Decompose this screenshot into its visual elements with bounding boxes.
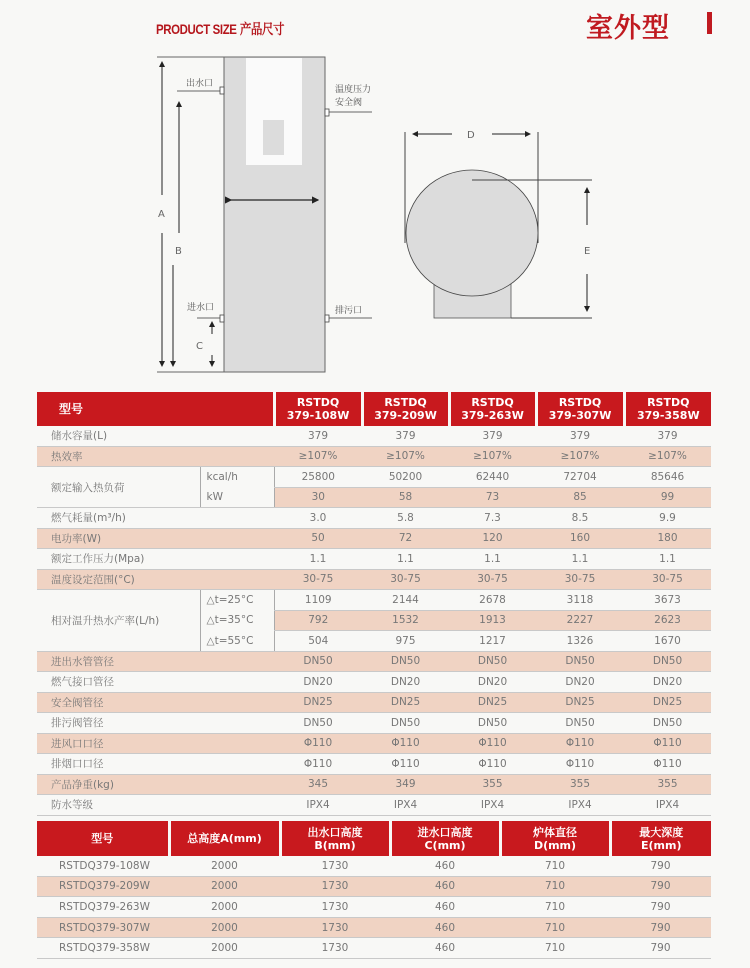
size-row	[37, 917, 711, 938]
model-header: 型号	[37, 392, 274, 426]
cell-value: 72704	[536, 467, 624, 488]
cell-value: 1.1	[536, 549, 624, 570]
row-unit: kW	[200, 487, 274, 508]
cell-value: 30-75	[449, 569, 536, 590]
cell-value: 30-75	[624, 569, 711, 590]
row-label: 电功率(W)	[37, 528, 274, 549]
cell-value: 3118	[536, 590, 624, 611]
spec-table	[37, 392, 711, 816]
cell-value: 2678	[449, 590, 536, 611]
size-table	[37, 821, 711, 959]
dimension-a-label: A	[158, 209, 165, 220]
cell-value: 355	[536, 774, 624, 795]
cell-value: 72	[362, 528, 449, 549]
spec-row-capacity	[37, 426, 711, 446]
cell-value: DN25	[274, 692, 362, 713]
row-label: 排污阀管径	[37, 713, 274, 734]
spec-row-valve-pipe	[37, 692, 711, 713]
cell-value: Φ110	[362, 733, 449, 754]
size-row	[37, 897, 711, 918]
row-label: 防水等级	[37, 795, 274, 816]
cell-value: IPX4	[624, 795, 711, 816]
cell-value: Φ110	[536, 733, 624, 754]
cell-value: 1217	[449, 631, 536, 652]
cell-value: 50200	[362, 467, 449, 488]
tank-top-circle	[406, 170, 538, 296]
size-row	[37, 856, 711, 876]
cell-value: DN20	[362, 672, 449, 693]
cell-value: 2227	[536, 610, 624, 631]
row-label: 进出水管管径	[37, 651, 274, 672]
cell-value: ≥107%	[536, 446, 624, 467]
spec-row-hot-water-t25	[37, 590, 711, 611]
size-cell: 790	[610, 938, 711, 959]
row-label: 相对温升热水产率(L/h)	[37, 590, 200, 652]
cell-value: IPX4	[362, 795, 449, 816]
size-cell: 2000	[169, 938, 280, 959]
cell-value: DN20	[624, 672, 711, 693]
cell-value: ≥107%	[274, 446, 362, 467]
size-cell: 790	[610, 876, 711, 897]
cell-value: 62440	[449, 467, 536, 488]
size-cell: 460	[390, 938, 500, 959]
size-column-header: 进水口高度 C(mm)	[390, 821, 500, 856]
cell-value: DN50	[449, 713, 536, 734]
spec-row-weight	[37, 774, 711, 795]
row-label: 安全阀管径	[37, 692, 274, 713]
cell-value: 99	[624, 487, 711, 508]
drain-label: 排污口	[335, 306, 363, 316]
cell-value: 1.1	[449, 549, 536, 570]
cell-value: 379	[362, 426, 449, 446]
spec-row-efficiency	[37, 446, 711, 467]
size-row	[37, 938, 711, 959]
cell-value: DN20	[274, 672, 362, 693]
size-cell: 710	[500, 897, 610, 918]
cell-value: 180	[624, 528, 711, 549]
spec-row-heat-load-kcal	[37, 467, 711, 488]
size-column-header: 炉体直径 D(mm)	[500, 821, 610, 856]
cell-value: DN50	[274, 713, 362, 734]
product-size-en: PRODUCT SIZE	[156, 21, 237, 37]
cell-value: Φ110	[274, 733, 362, 754]
cell-value: Φ110	[624, 733, 711, 754]
cell-value: DN20	[536, 672, 624, 693]
cell-value: 379	[624, 426, 711, 446]
spec-row-power	[37, 528, 711, 549]
spec-row-air-inlet	[37, 733, 711, 754]
dimension-c-label: C	[196, 341, 203, 352]
cell-value: ≥107%	[449, 446, 536, 467]
cell-value: 379	[274, 426, 362, 446]
row-label: 温度设定范围(°C)	[37, 569, 274, 590]
cell-value: 120	[449, 528, 536, 549]
row-unit: △t=55°C	[200, 631, 274, 652]
size-cell: 2000	[169, 917, 280, 938]
size-cell: 1730	[280, 876, 390, 897]
size-row	[37, 876, 711, 897]
size-cell: 460	[390, 917, 500, 938]
size-cell: 460	[390, 876, 500, 897]
size-cell: 2000	[169, 876, 280, 897]
cell-value: DN20	[449, 672, 536, 693]
size-column-header: 最大深度 E(mm)	[610, 821, 711, 856]
safety-valve-label-1: 温度压力	[335, 85, 372, 95]
dimension-d-label: D	[467, 130, 475, 141]
cell-value: 975	[362, 631, 449, 652]
cell-value: Φ110	[624, 754, 711, 775]
spec-table-header	[37, 392, 711, 426]
cell-value: 345	[274, 774, 362, 795]
model-column-header: RSTDQ 379-263W	[449, 392, 536, 426]
size-cell: 790	[610, 917, 711, 938]
size-cell: 2000	[169, 897, 280, 918]
spec-row-water-pipe	[37, 651, 711, 672]
cell-value: 379	[536, 426, 624, 446]
size-cell: 1730	[280, 856, 390, 876]
size-cell: 710	[500, 938, 610, 959]
top-view	[405, 130, 592, 318]
row-label: 产品净重(kg)	[37, 774, 274, 795]
dimension-e-label: E	[584, 246, 591, 257]
cell-value: 8.5	[536, 508, 624, 529]
cell-value: 355	[624, 774, 711, 795]
size-cell: 710	[500, 856, 610, 876]
spec-row-gas-pipe	[37, 672, 711, 693]
dimension-diagram	[0, 0, 750, 385]
size-cell: 710	[500, 876, 610, 897]
row-unit: △t=35°C	[200, 610, 274, 631]
cell-value: Φ110	[274, 754, 362, 775]
cell-value: DN50	[362, 713, 449, 734]
cell-value: DN50	[449, 651, 536, 672]
row-unit: △t=25°C	[200, 590, 274, 611]
size-cell: 1730	[280, 897, 390, 918]
size-cell: RSTDQ379-263W	[37, 897, 169, 918]
cell-value: Φ110	[362, 754, 449, 775]
cell-value: 9.9	[624, 508, 711, 529]
spec-row-temp-range	[37, 569, 711, 590]
size-cell: 790	[610, 897, 711, 918]
row-label: 储水容量(L)	[37, 426, 274, 446]
cell-value: ≥107%	[362, 446, 449, 467]
display-window	[263, 120, 284, 155]
spec-row-pressure	[37, 549, 711, 570]
row-label: 燃气耗量(m³/h)	[37, 508, 274, 529]
model-column-header: RSTDQ 379-358W	[624, 392, 711, 426]
spec-row-gas	[37, 508, 711, 529]
cell-value: 3.0	[274, 508, 362, 529]
water-outlet-label: 出水口	[186, 79, 214, 89]
size-cell: 710	[500, 917, 610, 938]
cell-value: 1.1	[624, 549, 711, 570]
safety-valve-label-2: 安全阀	[335, 98, 363, 108]
cell-value: 1913	[449, 610, 536, 631]
size-cell: 1730	[280, 938, 390, 959]
cell-value: DN50	[362, 651, 449, 672]
cell-value: DN50	[624, 713, 711, 734]
size-column-header: 出水口高度 B(mm)	[280, 821, 390, 856]
cell-value: 30	[274, 487, 362, 508]
cell-value: Φ110	[536, 754, 624, 775]
cell-value: DN50	[536, 713, 624, 734]
water-inlet-label: 进水口	[187, 303, 215, 313]
cell-value: 73	[449, 487, 536, 508]
product-size-cn: 产品尺寸	[239, 22, 285, 38]
cell-value: DN50	[624, 651, 711, 672]
cell-value: DN25	[536, 692, 624, 713]
cell-value: ≥107%	[624, 446, 711, 467]
cell-value: 5.8	[362, 508, 449, 529]
side-view	[157, 57, 372, 372]
size-cell: 790	[610, 856, 711, 876]
cell-value: DN25	[624, 692, 711, 713]
size-cell: RSTDQ379-209W	[37, 876, 169, 897]
model-column-header: RSTDQ 379-307W	[536, 392, 624, 426]
size-column-header: 型号	[37, 821, 169, 856]
cell-value: 30-75	[362, 569, 449, 590]
cell-value: 355	[449, 774, 536, 795]
cell-value: 504	[274, 631, 362, 652]
cell-value: Φ110	[449, 733, 536, 754]
cell-value: DN25	[449, 692, 536, 713]
model-column-header: RSTDQ 379-209W	[362, 392, 449, 426]
cell-value: 85646	[624, 467, 711, 488]
cell-value: 30-75	[274, 569, 362, 590]
row-label: 进风口口径	[37, 733, 274, 754]
cell-value: 3673	[624, 590, 711, 611]
cell-value: 25800	[274, 467, 362, 488]
cell-value: 2623	[624, 610, 711, 631]
cell-value: 1109	[274, 590, 362, 611]
size-cell: RSTDQ379-358W	[37, 938, 169, 959]
row-label: 排烟口口径	[37, 754, 274, 775]
spec-row-flue	[37, 754, 711, 775]
row-label: 热效率	[37, 446, 274, 467]
row-unit: kcal/h	[200, 467, 274, 488]
cell-value: DN25	[362, 692, 449, 713]
cell-value: 349	[362, 774, 449, 795]
model-column-header: RSTDQ 379-108W	[274, 392, 362, 426]
cell-value: 58	[362, 487, 449, 508]
dimension-b-label: B	[175, 246, 182, 257]
cell-value: Φ110	[449, 754, 536, 775]
cell-value: 1670	[624, 631, 711, 652]
cell-value: 1532	[362, 610, 449, 631]
cell-value: DN50	[274, 651, 362, 672]
type-title: 室外型	[586, 13, 670, 44]
cell-value: 379	[449, 426, 536, 446]
cell-value: 792	[274, 610, 362, 631]
cell-value: 1.1	[274, 549, 362, 570]
spec-row-drain-pipe	[37, 713, 711, 734]
cell-value: IPX4	[536, 795, 624, 816]
size-cell: 460	[390, 856, 500, 876]
cell-value: DN50	[536, 651, 624, 672]
size-cell: 2000	[169, 856, 280, 876]
cell-value: 1326	[536, 631, 624, 652]
size-cell: 460	[390, 897, 500, 918]
cell-value: 160	[536, 528, 624, 549]
size-column-header: 总高度A(mm)	[169, 821, 280, 856]
cell-value: 30-75	[536, 569, 624, 590]
row-label: 额定工作压力(Mpa)	[37, 549, 274, 570]
cell-value: IPX4	[274, 795, 362, 816]
cell-value: 2144	[362, 590, 449, 611]
size-cell: RSTDQ379-307W	[37, 917, 169, 938]
cell-value: 50	[274, 528, 362, 549]
size-cell: RSTDQ379-108W	[37, 856, 169, 876]
size-table-header	[37, 821, 711, 856]
row-label: 燃气接口管径	[37, 672, 274, 693]
cell-value: IPX4	[449, 795, 536, 816]
size-cell: 1730	[280, 917, 390, 938]
spec-row-waterproof	[37, 795, 711, 816]
row-label: 额定输入热负荷	[37, 467, 200, 508]
cell-value: 85	[536, 487, 624, 508]
cell-value: 7.3	[449, 508, 536, 529]
cell-value: 1.1	[362, 549, 449, 570]
